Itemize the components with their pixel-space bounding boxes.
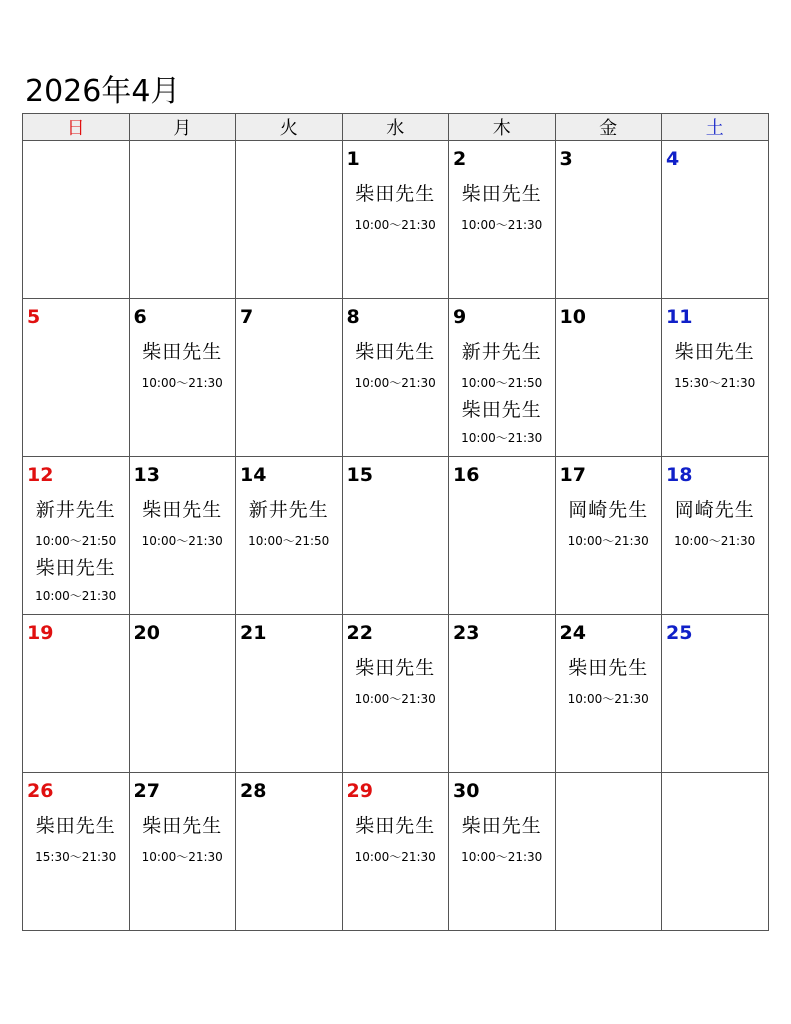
day-cell [236,615,343,773]
time-range: 10:00～21:30 [461,431,543,445]
teacher-name: 柴田先生 [142,341,223,363]
day-number: 22 [346,622,373,644]
schedule-entry [556,498,662,548]
day-number: 1 [346,148,360,170]
day-number: 19 [27,622,54,644]
day-cell [449,299,556,457]
schedule-entry [343,656,449,706]
day-number: 9 [453,306,467,328]
schedule-entry [449,398,555,445]
day-number: 2 [453,148,467,170]
teacher-name: 柴田先生 [568,657,649,679]
empty-day-cell [236,141,343,299]
schedule-entry [23,556,129,603]
day-cell [129,773,236,931]
day-number: 23 [453,622,480,644]
time-range: 10:00～21:30 [354,218,436,232]
day-cell [129,299,236,457]
schedule-entry [343,340,449,390]
teacher-name: 柴田先生 [355,815,436,837]
schedule-entry [662,498,768,548]
empty-day-cell [555,773,662,931]
day-cell [23,615,130,773]
teacher-name: 柴田先生 [142,815,223,837]
day-cell [662,457,769,615]
day-cell [342,773,449,931]
schedule-entry [556,656,662,706]
teacher-name: 柴田先生 [461,815,542,837]
weekday-header-wed: 水 [342,114,449,141]
weekday-header-tue: 火 [236,114,343,141]
calendar-body [23,141,769,931]
schedule-entry [449,182,555,232]
teacher-name: 柴田先生 [35,557,116,579]
teacher-name: 岡崎先生 [568,499,649,521]
day-cell [555,615,662,773]
time-range: 10:00～21:30 [354,850,436,864]
schedule-entry [343,814,449,864]
week-row [23,773,769,931]
schedule-entry [23,498,129,548]
day-number: 12 [27,464,54,486]
day-number: 7 [240,306,254,328]
teacher-name: 柴田先生 [461,183,542,205]
day-number: 14 [240,464,267,486]
teacher-name: 柴田先生 [674,341,755,363]
day-cell [555,457,662,615]
day-number: 13 [133,464,160,486]
week-row [23,457,769,615]
schedule-entry [449,340,555,390]
empty-day-cell [23,141,130,299]
day-number: 21 [240,622,267,644]
day-cell [129,615,236,773]
teacher-name: 柴田先生 [355,657,436,679]
schedule-entry [236,498,342,548]
day-cell [236,457,343,615]
day-cell [555,299,662,457]
teacher-name: 新井先生 [248,499,329,521]
day-cell [449,457,556,615]
time-range: 10:00～21:30 [567,534,649,548]
day-cell [23,299,130,457]
time-range: 10:00～21:50 [248,534,330,548]
weekday-header-fri: 金 [555,114,662,141]
day-number: 27 [133,780,160,802]
day-number: 28 [240,780,267,802]
time-range: 10:00～21:30 [354,692,436,706]
day-number: 30 [453,780,480,802]
schedule-entry [130,814,236,864]
time-range: 10:00～21:50 [35,534,117,548]
day-number: 24 [559,622,586,644]
day-number: 17 [559,464,586,486]
week-row [23,299,769,457]
schedule-entry [662,340,768,390]
day-cell [449,615,556,773]
teacher-name: 柴田先生 [355,341,436,363]
time-range: 10:00～21:30 [567,692,649,706]
day-number: 15 [346,464,373,486]
calendar-grid [22,113,769,931]
weekday-header-sun: 日 [23,114,130,141]
day-cell [342,615,449,773]
day-number: 29 [346,780,373,802]
time-range: 10:00～21:30 [141,376,223,390]
teacher-name: 柴田先生 [142,499,223,521]
time-range: 15:30～21:30 [35,850,117,864]
day-cell [342,299,449,457]
teacher-name: 柴田先生 [461,399,542,421]
time-range: 10:00～21:30 [141,534,223,548]
week-row [23,141,769,299]
day-number: 4 [666,148,680,170]
day-cell [236,299,343,457]
time-range: 10:00～21:50 [461,376,543,390]
day-number: 20 [133,622,160,644]
day-cell [449,141,556,299]
day-cell [555,141,662,299]
teacher-name: 新井先生 [35,499,116,521]
day-cell [236,773,343,931]
teacher-name: 柴田先生 [35,815,116,837]
day-number: 11 [666,306,693,328]
day-number: 18 [666,464,693,486]
weekday-header-mon: 月 [129,114,236,141]
teacher-name: 新井先生 [461,341,542,363]
teacher-name: 岡崎先生 [674,499,755,521]
weekday-header-thu: 木 [449,114,556,141]
day-cell [662,141,769,299]
teacher-name: 柴田先生 [355,183,436,205]
schedule-entry [449,814,555,864]
time-range: 10:00～21:30 [141,850,223,864]
time-range: 10:00～21:30 [674,534,756,548]
time-range: 10:00～21:30 [35,589,117,603]
empty-day-cell [662,773,769,931]
day-cell [23,773,130,931]
schedule-entry [130,498,236,548]
day-cell [449,773,556,931]
time-range: 10:00～21:30 [354,376,436,390]
day-cell [342,457,449,615]
time-range: 10:00～21:30 [461,218,543,232]
schedule-entry [343,182,449,232]
weekday-header-sat: 土 [662,114,769,141]
day-number: 6 [133,306,147,328]
day-number: 25 [666,622,693,644]
day-cell [342,141,449,299]
time-range: 10:00～21:30 [461,850,543,864]
day-number: 16 [453,464,480,486]
day-number: 26 [27,780,54,802]
day-number: 5 [27,306,41,328]
schedule-entry [130,340,236,390]
time-range: 15:30～21:30 [674,376,756,390]
day-cell [129,457,236,615]
day-cell [23,457,130,615]
day-cell [662,299,769,457]
day-number: 3 [559,148,573,170]
calendar-title: 2026年4月 [25,74,181,109]
empty-day-cell [129,141,236,299]
schedule-entry [23,814,129,864]
day-cell [662,615,769,773]
week-row [23,615,769,773]
day-number: 8 [346,306,360,328]
weekday-header-row [23,114,769,141]
day-number: 10 [559,306,586,328]
